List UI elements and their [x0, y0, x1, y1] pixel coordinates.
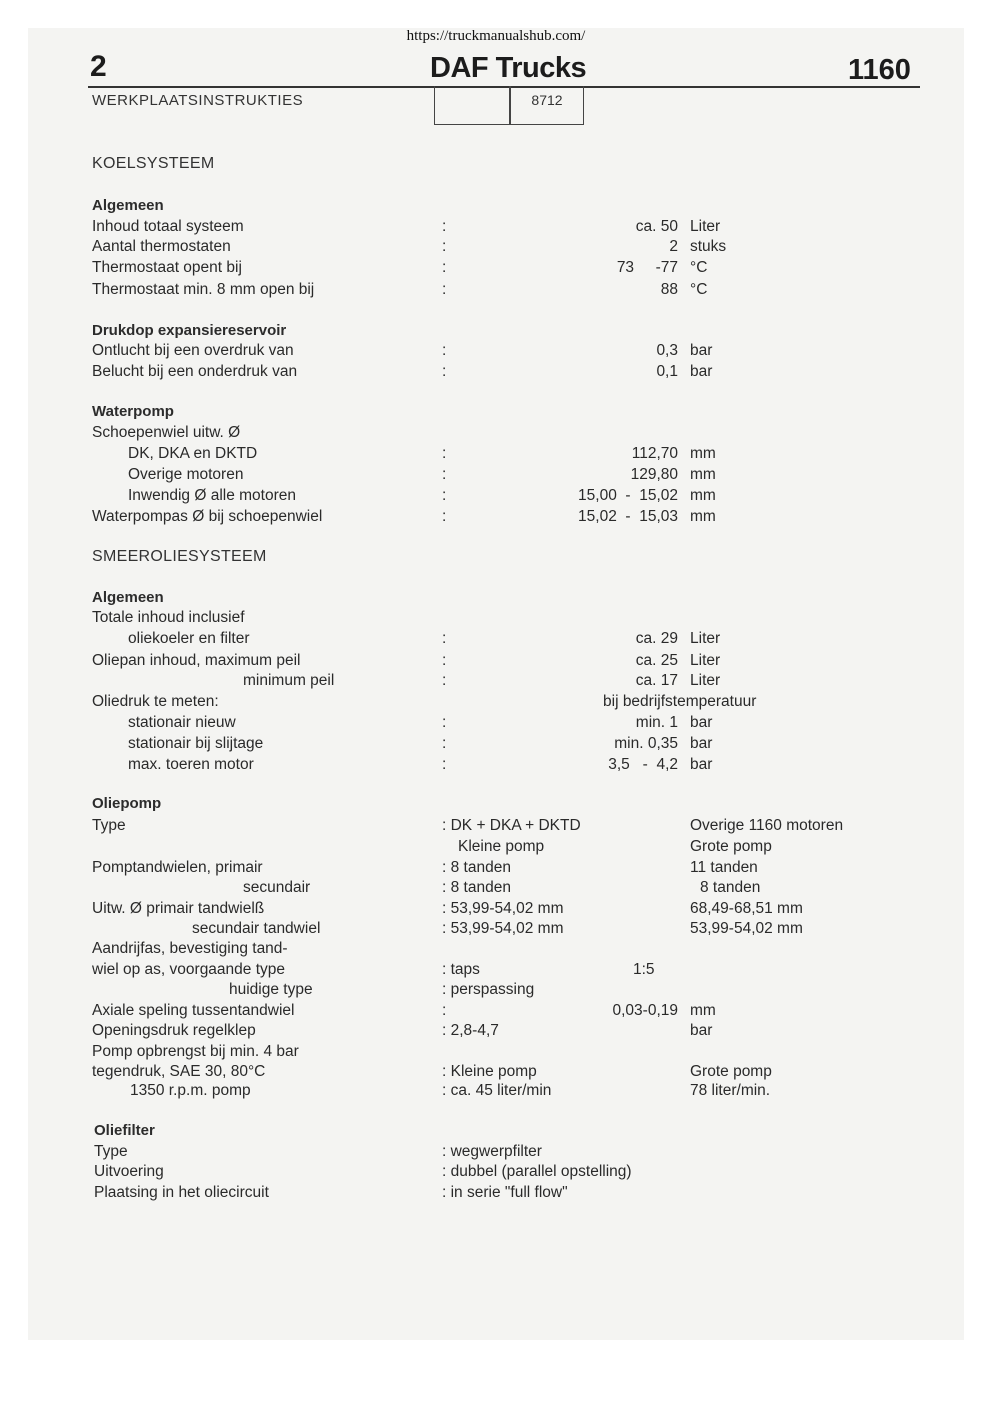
spec-row: [0, 424, 992, 444]
spec-col-a: : dubbel (parallel opstelling): [442, 1163, 632, 1180]
spec-unit: Liter: [690, 672, 721, 689]
spec-label: Thermostaat min. 8 mm open bij: [92, 281, 315, 298]
separator: :: [442, 487, 447, 504]
spec-row: [0, 1184, 992, 1204]
spec-unit: mm: [690, 1002, 716, 1019]
document-number-box: [434, 86, 584, 125]
spec-row: [0, 981, 992, 1001]
spec-col-b: 8 tanden: [700, 879, 761, 896]
spec-label: Schoepenwiel uitw. Ø: [92, 424, 241, 441]
spec-row: [0, 693, 992, 713]
spec-label: minimum peil: [243, 672, 335, 689]
separator: :: [442, 735, 447, 752]
spec-row: [0, 1022, 992, 1042]
spec-label: Aantal thermostaten: [92, 238, 231, 255]
separator: :: [442, 281, 447, 298]
spec-row: [0, 756, 992, 776]
spec-row: [0, 1002, 992, 1022]
spec-row: [0, 259, 992, 279]
spec-value: ca. 50: [635, 218, 678, 235]
spec-label: Uitvoering: [94, 1163, 164, 1180]
spec-row: [0, 466, 992, 486]
spec-label: Pomptandwielen, primair: [92, 859, 263, 876]
spec-label: stationair nieuw: [128, 714, 236, 731]
spec-label: DK, DKA en DKTD: [128, 445, 258, 462]
spec-row: [0, 900, 992, 920]
spec-label: Oliepan inhoud, maximum peil: [92, 652, 301, 669]
separator: :: [442, 466, 447, 483]
spec-value: ca. 29: [635, 630, 678, 647]
spec-col-a: : 53,99-54,02 mm: [442, 900, 564, 917]
spec-row: [0, 218, 992, 238]
spec-label: Oliedruk te meten:: [92, 693, 219, 710]
spec-value: 15,00 - 15,02: [578, 487, 678, 504]
spec-value: 129,80: [630, 466, 678, 483]
spec-label: Waterpompas Ø bij schoepenwiel: [92, 508, 323, 525]
spec-row: [0, 342, 992, 362]
spec-col-b: 68,49-68,51 mm: [690, 900, 803, 917]
spec-unit: mm: [690, 445, 716, 462]
spec-row: [0, 1082, 992, 1102]
spec-col-a: : wegwerpfilter: [442, 1143, 542, 1160]
spec-row: [0, 920, 992, 940]
spec-row: [0, 630, 992, 650]
spec-value: ca. 17: [635, 672, 678, 689]
spec-label: Ontlucht bij een overdruk van: [92, 342, 294, 359]
separator: :: [442, 714, 447, 731]
spec-label: huidige type: [229, 981, 313, 998]
separator: :: [442, 1002, 447, 1019]
spec-col-a: : taps: [442, 961, 480, 978]
spec-value: 73 -77: [616, 259, 678, 276]
separator: :: [442, 238, 447, 255]
spec-row: [0, 961, 992, 981]
spec-row: [0, 281, 992, 301]
spec-unit: Liter: [690, 630, 721, 647]
separator: :: [442, 259, 447, 276]
separator: :: [442, 756, 447, 773]
spec-unit: mm: [690, 487, 716, 504]
spec-label: oliekoeler en filter: [128, 630, 250, 647]
spec-unit: Liter: [690, 218, 721, 235]
document-subtitle: WERKPLAATSINSTRUKTIES: [92, 92, 304, 109]
spec-unit: bar: [690, 363, 713, 380]
spec-col-a: : ca. 45 liter/min: [442, 1082, 552, 1099]
spec-col-b: Overige 1160 motoren: [690, 817, 844, 834]
section-title-koelsysteem: KOELSYSTEEM: [92, 155, 215, 172]
spec-row: [0, 652, 992, 672]
spec-value: 0,3: [656, 342, 678, 359]
spec-label: Plaatsing in het oliecircuit: [94, 1184, 269, 1201]
spec-row: [0, 238, 992, 258]
separator: :: [442, 508, 447, 525]
spec-label: wiel op as, voorgaande type: [92, 961, 286, 978]
brand-title: DAF Trucks: [430, 52, 587, 84]
separator: :: [442, 445, 447, 462]
spec-row: [0, 487, 992, 507]
separator: :: [442, 363, 447, 380]
page-number: 2: [90, 50, 107, 83]
spec-label: 1350 r.p.m. pomp: [130, 1082, 251, 1099]
spec-note: bij bedrijfstemperatuur: [603, 693, 757, 710]
spec-unit: bar: [690, 342, 713, 359]
spec-col-a: : 53,99-54,02 mm: [442, 920, 564, 937]
separator: :: [442, 672, 447, 689]
spec-unit: mm: [690, 508, 716, 525]
spec-value: ca. 25: [635, 652, 678, 669]
spec-row: [0, 735, 992, 755]
spec-col-a: : 2,8-4,7: [442, 1022, 499, 1039]
spec-col-a: : 8 tanden: [442, 859, 511, 876]
spec-row: [0, 838, 992, 858]
spec-col-b: 11 tanden: [690, 859, 758, 876]
heading-algemeen: Algemeen: [92, 197, 164, 214]
spec-value: 88: [660, 281, 678, 298]
spec-label: Totale inhoud inclusief: [92, 609, 245, 626]
spec-col-b: 53,99-54,02 mm: [690, 920, 803, 937]
spec-row: [0, 508, 992, 528]
heading-oliepomp: Oliepomp: [92, 795, 162, 812]
spec-col-a: : perspassing: [442, 981, 535, 998]
spec-value: 15,02 - 15,03: [578, 508, 678, 525]
spec-label: Uitw. Ø primair tandwielß: [92, 900, 265, 917]
spec-unit: °C: [690, 281, 708, 298]
section-title-smeeroliesysteem: SMEEROLIESYSTEEM: [92, 548, 267, 565]
spec-value: 2: [669, 238, 678, 255]
spec-row: [0, 1143, 992, 1163]
spec-unit: Liter: [690, 652, 721, 669]
spec-value: 3,5 - 4,2: [608, 756, 678, 773]
spec-label: secundair: [243, 879, 311, 896]
spec-row: [0, 817, 992, 837]
spec-col-a: : DK + DKA + DKTD: [442, 817, 581, 834]
spec-unit: °C: [690, 259, 708, 276]
spec-row: [0, 672, 992, 692]
spec-row: [0, 1163, 992, 1183]
spec-label: Thermostaat opent bij: [92, 259, 242, 276]
heading-waterpomp: Waterpomp: [92, 403, 174, 420]
source-url: https://truckmanualshub.com/: [406, 28, 586, 44]
spec-unit: bar: [690, 756, 713, 773]
spec-col-b: Grote pomp: [690, 1063, 772, 1080]
spec-unit: mm: [690, 466, 716, 483]
separator: :: [442, 630, 447, 647]
spec-row: [0, 609, 992, 629]
spec-value: 0,1: [656, 363, 678, 380]
spec-col-a: Kleine pomp: [458, 838, 545, 855]
spec-col-b: 78 liter/min.: [690, 1082, 771, 1099]
separator: :: [442, 218, 447, 235]
spec-value: min. 0,35: [614, 735, 678, 752]
spec-label: secundair tandwiel: [192, 920, 321, 937]
spec-col-b: Grote pomp: [690, 838, 772, 855]
separator: :: [442, 652, 447, 669]
spec-row: [0, 859, 992, 879]
spec-row: [0, 445, 992, 465]
spec-value: 0,03-0,19: [612, 1002, 678, 1019]
spec-row: [0, 1063, 992, 1083]
spec-col-a: : Kleine pomp: [442, 1063, 537, 1080]
separator: :: [442, 342, 447, 359]
spec-row: [0, 363, 992, 383]
spec-unit: bar: [690, 1022, 713, 1039]
spec-value: min. 1: [635, 714, 678, 731]
spec-unit: stuks: [690, 238, 727, 255]
heading-drukdop: Drukdop expansiereservoir: [92, 322, 287, 339]
spec-unit: bar: [690, 714, 713, 731]
spec-label: Aandrijfas, bevestiging tand-: [92, 940, 288, 957]
spec-row: [0, 879, 992, 899]
spec-label: stationair bij slijtage: [128, 735, 264, 752]
spec-row: [0, 1043, 992, 1063]
spec-label: tegendruk, SAE 30, 80°C: [92, 1063, 266, 1080]
spec-label: Belucht bij een onderdruk van: [92, 363, 298, 380]
heading-oliefilter: Oliefilter: [94, 1122, 155, 1139]
spec-label: Overige motoren: [128, 466, 244, 483]
spec-label: Openingsdruk regelklep: [92, 1022, 256, 1039]
spec-value: 112,70: [631, 445, 678, 462]
spec-label: Inwendig Ø alle motoren: [128, 487, 297, 504]
spec-label: Type: [94, 1143, 128, 1160]
spec-unit: bar: [690, 735, 713, 752]
spec-label: Inhoud totaal systeem: [92, 218, 244, 235]
model-number: 1160: [848, 54, 911, 86]
spec-label: Pomp opbrengst bij min. 4 bar: [92, 1043, 299, 1060]
spec-col-b: 1:5: [633, 961, 655, 978]
spec-label: Type: [92, 817, 126, 834]
spec-label: max. toeren motor: [128, 756, 254, 773]
heading-algemeen: Algemeen: [92, 589, 164, 606]
spec-row: [0, 714, 992, 734]
spec-row: [0, 940, 992, 960]
document-number: 8712: [531, 92, 563, 108]
spec-col-a: : in serie "full flow": [442, 1184, 568, 1201]
spec-col-a: : 8 tanden: [442, 879, 511, 896]
spec-label: Axiale speling tussentandwiel: [92, 1002, 295, 1019]
